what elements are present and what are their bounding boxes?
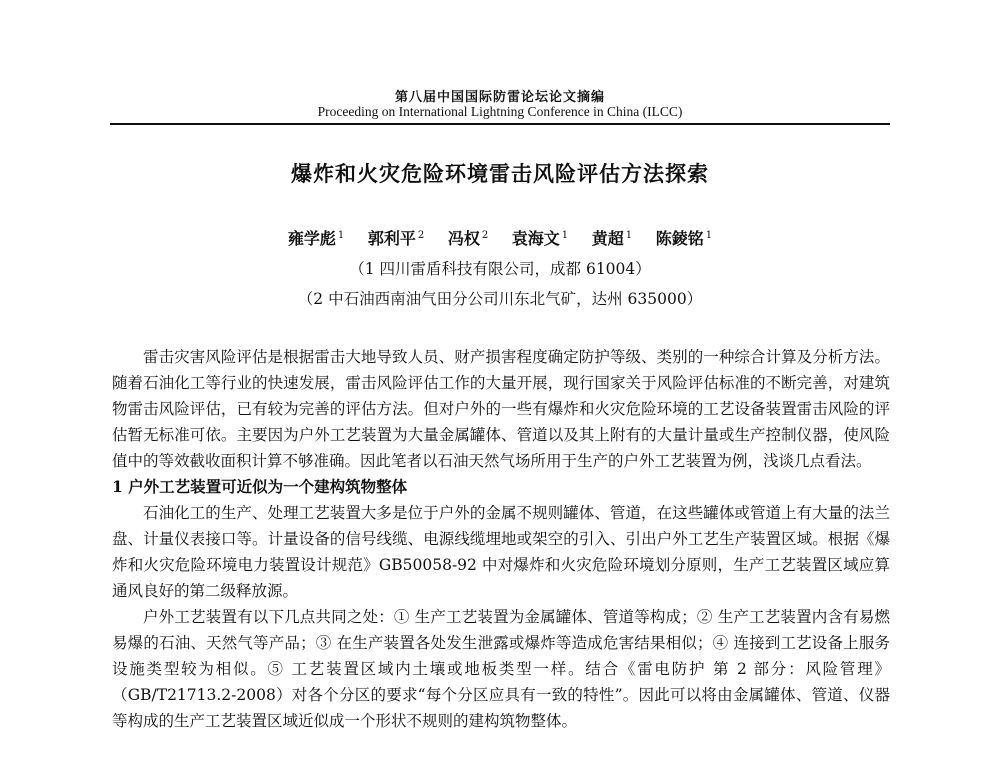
author-affiliation-mark: 1 [561, 229, 569, 241]
author [512, 226, 568, 249]
author [592, 226, 632, 249]
author [288, 226, 344, 249]
author-name: 陈錂铭 [655, 229, 704, 248]
header-rule [110, 123, 890, 125]
author-list [0, 226, 1000, 249]
body-paragraph: 户外工艺装置有以下几点共同之处：① 生产工艺装置为金属罐体、管道等构成；② 生产工艺装置内含有易燃易爆的石油、天然气等产品；③ 在生产装置各处发生泄露或爆炸等造成危害结果相似；④ 连接到工艺设备上服务设施类型较为相似。⑤ 工艺装置区域内土壤或地板类型一样。结合《雷电防护 第 2 部分：风险管理》（GB/T21713.2-2008）对各个分区的要求“每个分区应具有一致的特性”。因此可以将由金属罐体、管道、仪器等构成的生产工艺装置区域近似成一个形状不规则的建构筑物整体。 [112, 608, 890, 730]
author-name: 黄超 [591, 229, 624, 248]
author [368, 226, 424, 249]
author-name: 郭利平 [367, 229, 416, 248]
author-affiliation-mark: 1 [705, 229, 713, 241]
author-affiliation-mark: 1 [625, 229, 633, 241]
body-paragraph: 石油化工的生产、处理工艺装置大多是位于户外的金属不规则罐体、管道，在这些罐体或管道上有大量的法兰盘、计量仪表接口等。计量设备的信号线缆、电源线缆埋地或架空的引入、引出户外工艺生产装置区域。根据《爆炸和火灾危险环境电力装置设计规范》GB50058-92 中对爆炸和火灾危险环境划分原则，生产工艺装置区域应算通风良好的第二级释放源。 [112, 504, 890, 600]
author-name: 冯权 [447, 229, 480, 248]
intro-paragraph: 雷击灾害风险评估是根据雷击大地导致人员、财产损害程度确定防护等级、类别的一种综合计算及分析方法。随着石油化工等行业的快速发展，雷击风险评估工作的大量开展，现行国家关于风险评估标准的不断完善，对建筑物雷击风险评估，已有较为完善的评估方法。但对户外的一些有爆炸和火灾危险环境的工艺设备装置雷击风险的评估暂无标准可依。主要因为户外工艺装置为大量金属罐体、管道以及其上附有的大量计量或生产控制仪器，使风险值中的等效截收面积计算不够准确。因此笔者以石油天然气场所用于生产的户外工艺装置为例，浅谈几点看法。 [112, 348, 890, 470]
affiliation-2: （2 中石油西南油气田分公司川东北气矿，达州 635000） [297, 290, 703, 308]
paper-title: 爆炸和火灾危险环境雷击风险评估方法探索 [291, 161, 709, 186]
author-name: 雍学彪 [287, 229, 336, 248]
author [448, 226, 488, 249]
author-affiliation-mark: 1 [337, 229, 345, 241]
author-affiliation-mark: 2 [481, 229, 489, 241]
section-heading-1: 1 户外工艺装置可近似为一个建构筑物整体 [112, 477, 408, 496]
author-affiliation-mark: 2 [417, 229, 425, 241]
running-header-chinese: 第八届中国国际防雷论坛论文摘编 [394, 90, 605, 105]
paper-body [112, 344, 890, 734]
author [656, 226, 712, 249]
affiliation-1: （1 四川雷盾科技有限公司，成都 61004） [349, 260, 651, 278]
author-name: 袁海文 [511, 229, 560, 248]
running-header-english: Proceeding on International Lightning Conference in China (ILCC) [317, 104, 683, 119]
